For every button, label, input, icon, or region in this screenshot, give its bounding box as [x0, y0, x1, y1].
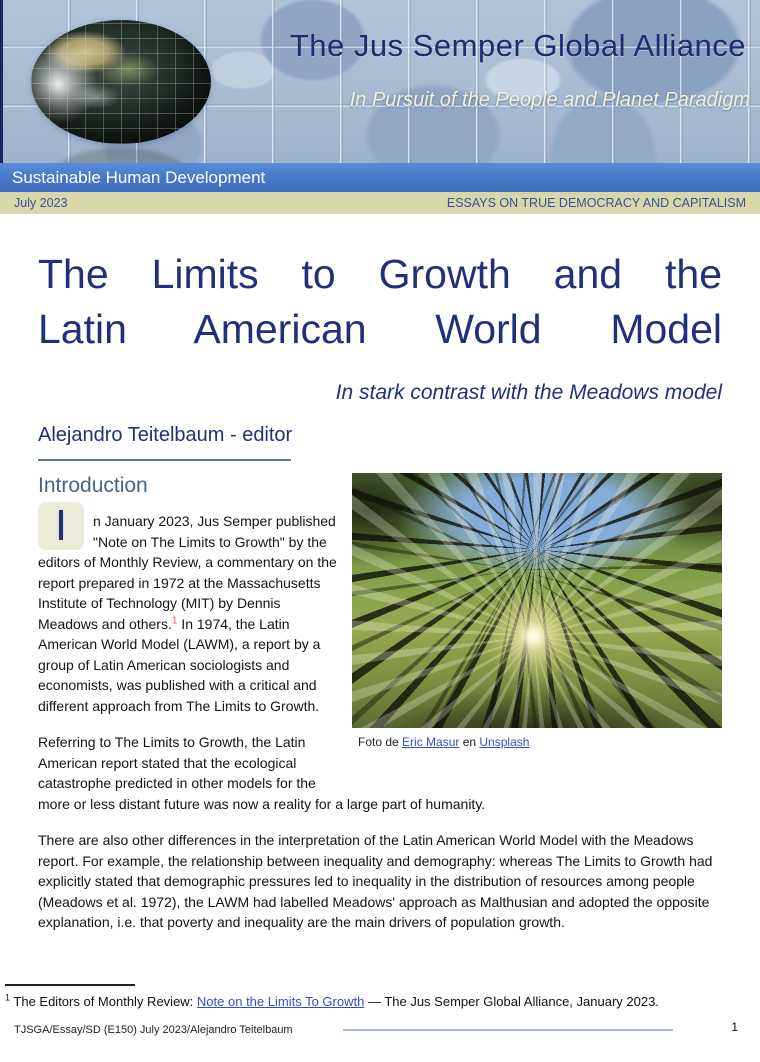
caption-text-middle: en [459, 735, 480, 749]
footnote-text-before: The Editors of Monthly Review: [10, 994, 197, 1009]
footnote-separator [5, 984, 135, 986]
byline-rule [38, 459, 291, 461]
masthead [0, 0, 760, 163]
globe-reflection [55, 148, 187, 163]
caption-text: Foto de [358, 735, 403, 749]
footnote-1 [5, 994, 730, 1009]
photo-credit-link[interactable]: Eric Masur [402, 735, 460, 749]
footnote-text-after: — The Jus Semper Global Alliance, January 2023. [364, 994, 659, 1009]
org-tagline: In Pursuit of the People and Planet Paradigm [349, 89, 750, 111]
page-content [0, 247, 760, 949]
section-heading-introduction: Introduction [38, 474, 148, 497]
editor-byline: Alejandro Teitelbaum - editor [38, 424, 293, 446]
org-title: The Jus Semper Global Alliance [289, 28, 746, 63]
forest-photo [352, 473, 722, 728]
issue-date: July 2023 [14, 196, 68, 210]
footnote-link[interactable]: Note on the Limits To Growth [196, 994, 365, 1009]
article-body [38, 474, 722, 949]
paragraph-2: Referring to The Limits to Growth, the Latin American report stated that the ecological catastrophe predicted in other models for the more or less distant future was now a reality for a large part of humanity. [38, 734, 486, 812]
dropcap: I [38, 502, 84, 550]
footer-rule [343, 1029, 673, 1031]
section-bar: Sustainable Human Development [0, 163, 760, 192]
globe-icon [31, 20, 211, 144]
footnote-reference-1[interactable]: 1 [171, 614, 178, 626]
document-reference: TJSGA/Essay/SD (E150) July 2023/Alejandro Teitelbaum [14, 1024, 293, 1036]
article-subtitle: In stark contrast with the Meadows model [335, 381, 722, 404]
article-title-line2: Latin American World Model [38, 306, 722, 352]
paragraph-3: There are also other differences in the interpretation of the Latin American World Model with the Meadows report. For example, the relationship between inequality and demography: whereas The Limits to Growth had explicitly stated that demographic pressures led to inequality in the distribution of resources among people (Meadows et al. 1972), the LAWM had labelled Meadows' approach as Malthusian and adopted the opposite explanation, i.e. that poverty and inequality are the main drivers of population growth. [38, 832, 713, 930]
article-title-line1: The Limits to Growth and the [38, 251, 722, 297]
photo-caption [352, 735, 722, 749]
photo-block [352, 473, 722, 749]
paragraph-1-text-a: n January 2023, Jus Semper published "Note on The Limits to Growth" by the editors of Monthly Review, a commentary on the report prepared in 1972 at the Massachusetts Institute of Technology (MIT) by Dennis Meadows and others. [38, 513, 337, 632]
paragraph-1-text-b: In 1974, the Latin American World Model (LAWM), a report by a group of Latin American sociologists and economists, was published with a critical and different approach from The Limits to Growth. [38, 615, 321, 714]
issue-bar [0, 192, 760, 214]
series-title: ESSAYS ON TRUE DEMOCRACY AND CAPITALISM [446, 196, 746, 210]
article-title [38, 247, 722, 357]
page-number: 1 [731, 1020, 738, 1034]
photo-source-link[interactable]: Unsplash [479, 735, 530, 749]
footnote-marker: 1 [5, 992, 11, 1003]
